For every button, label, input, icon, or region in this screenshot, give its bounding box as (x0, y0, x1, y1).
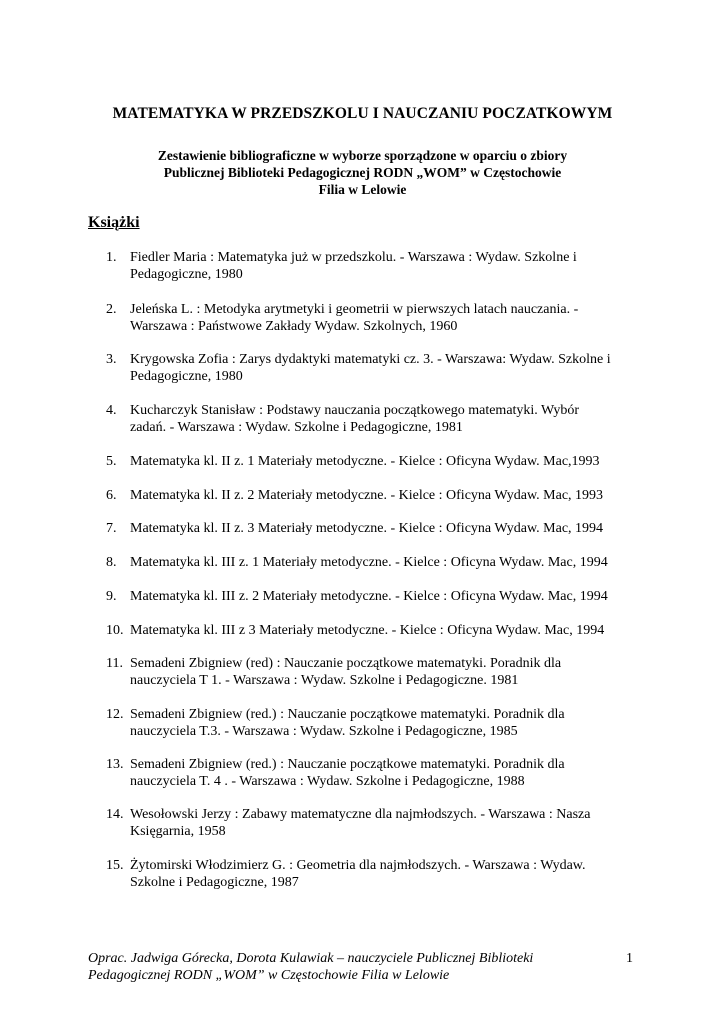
subtitle-line: Publicznej Biblioteki Pedagogicznej RODN „WOM” w Częstochowie (163, 165, 562, 180)
list-item (106, 487, 646, 504)
item-text-line: Semadeni Zbigniew (red.) : Nauczanie początkowe matematyki. Poradnik dla (130, 707, 565, 722)
item-text-line: Księgarnia, 1958 (130, 824, 226, 839)
item-number: 6. (106, 488, 117, 503)
item-number: 10. (106, 623, 124, 638)
list-item (106, 622, 646, 639)
item-number: 11. (106, 656, 123, 671)
list-item (106, 806, 646, 840)
footer-line: Oprac. Jadwiga Górecka, Dorota Kulawiak – nauczyciele Publicznej Biblioteki (88, 951, 534, 966)
item-text-line: Kucharczyk Stanisław : Podstawy nauczania początkowego matematyki. Wybór (130, 403, 580, 418)
item-text-line: Matematyka kl. II z. 3 Materiały metodyczne. - Kielce : Oficyna Wydaw. Mac, 1994 (130, 521, 604, 536)
item-text-line: zadań. - Warszawa : Wydaw. Szkolne i Pedagogiczne, 1981 (130, 420, 463, 435)
list-item (106, 351, 646, 385)
item-text-line: Warszawa : Państwowe Zakłady Wydaw. Szkolnych, 1960 (130, 319, 458, 334)
subtitle-line: Zestawienie bibliograficzne w wyborze sporządzone w oparciu o zbiory (157, 148, 568, 163)
list-item (106, 756, 646, 790)
item-number: 4. (106, 403, 117, 418)
item-text-line: Matematyka kl. III z. 2 Materiały metodyczne. - Kielce : Oficyna Wydaw. Mac, 1994 (130, 589, 608, 604)
list-item (106, 655, 646, 689)
item-text-line: Matematyka kl. III z 3 Materiały metodyczne. - Kielce : Oficyna Wydaw. Mac, 1994 (130, 623, 605, 638)
item-text-line: Krygowska Zofia : Zarys dydaktyki matematyki cz. 3. - Warszawa: Wydaw. Szkolne i (130, 352, 611, 367)
section-heading: Książki (88, 214, 140, 231)
item-number: 14. (106, 807, 124, 822)
item-text-line: Pedagogiczne, 1980 (130, 369, 243, 384)
item-text-line: Pedagogiczne, 1980 (130, 267, 243, 282)
list-item (106, 554, 646, 571)
item-number: 3. (106, 352, 117, 367)
footer-credits (88, 950, 608, 984)
item-number: 13. (106, 757, 124, 772)
item-text-line: Matematyka kl. II z. 1 Materiały metodyczne. - Kielce : Oficyna Wydaw. Mac,1993 (130, 454, 600, 469)
list-item (106, 301, 646, 335)
item-text-line: Żytomirski Włodzimierz G. : Geometria dla najmłodszych. - Warszawa : Wydaw. (130, 858, 586, 873)
list-item (106, 453, 646, 470)
item-number: 15. (106, 858, 124, 873)
item-text-line: Jeleńska L. : Metodyka arytmetyki i geometrii w pierwszych latach nauczania. - (130, 302, 579, 317)
list-item (106, 520, 646, 537)
item-number: 1. (106, 250, 117, 265)
item-text-line: Matematyka kl. II z. 2 Materiały metodyczne. - Kielce : Oficyna Wydaw. Mac, 1993 (130, 488, 604, 503)
item-text-line: Semadeni Zbigniew (red) : Nauczanie początkowe matematyki. Poradnik dla (130, 656, 562, 671)
item-text-line: nauczyciela T 1. - Warszawa : Wydaw. Szkolne i Pedagogiczne. 1981 (130, 673, 519, 688)
item-text-line: Wesołowski Jerzy : Zabawy matematyczne dla najmłodszych. - Warszawa : Nasza (130, 807, 591, 822)
item-number: 2. (106, 302, 117, 317)
item-number: 12. (106, 707, 124, 722)
list-item (106, 588, 646, 605)
footer-line: Pedagogicznej RODN „WOM” w Częstochowie Filia w Lelowie (88, 968, 450, 983)
page-title: MATEMATYKA W PRZEDSZKOLU I NAUCZANIU POCZATKOWYM (112, 105, 613, 122)
item-number: 9. (106, 589, 117, 604)
item-number: 7. (106, 521, 117, 536)
item-text-line: Fiedler Maria : Matematyka już w przedszkolu. - Warszawa : Wydaw. Szkolne i (130, 250, 577, 265)
item-text-line: nauczyciela T.3. - Warszawa : Wydaw. Szkolne i Pedagogiczne, 1985 (130, 724, 518, 739)
subtitle (0, 147, 725, 198)
list-item (106, 402, 646, 436)
item-text-line: Semadeni Zbigniew (red.) : Nauczanie początkowe matematyki. Poradnik dla (130, 757, 565, 772)
list-item (106, 249, 646, 283)
list-item (106, 706, 646, 740)
page-number: 1 (626, 951, 633, 966)
item-number: 5. (106, 454, 117, 469)
item-text-line: Szkolne i Pedagogiczne, 1987 (130, 875, 299, 890)
item-text-line: nauczyciela T. 4 . - Warszawa : Wydaw. Szkolne i Pedagogiczne, 1988 (130, 774, 525, 789)
subtitle-line: Filia w Lelowie (318, 182, 407, 197)
item-number: 8. (106, 555, 117, 570)
item-text-line: Matematyka kl. III z. 1 Materiały metodyczne. - Kielce : Oficyna Wydaw. Mac, 1994 (130, 555, 608, 570)
list-item (106, 857, 646, 891)
